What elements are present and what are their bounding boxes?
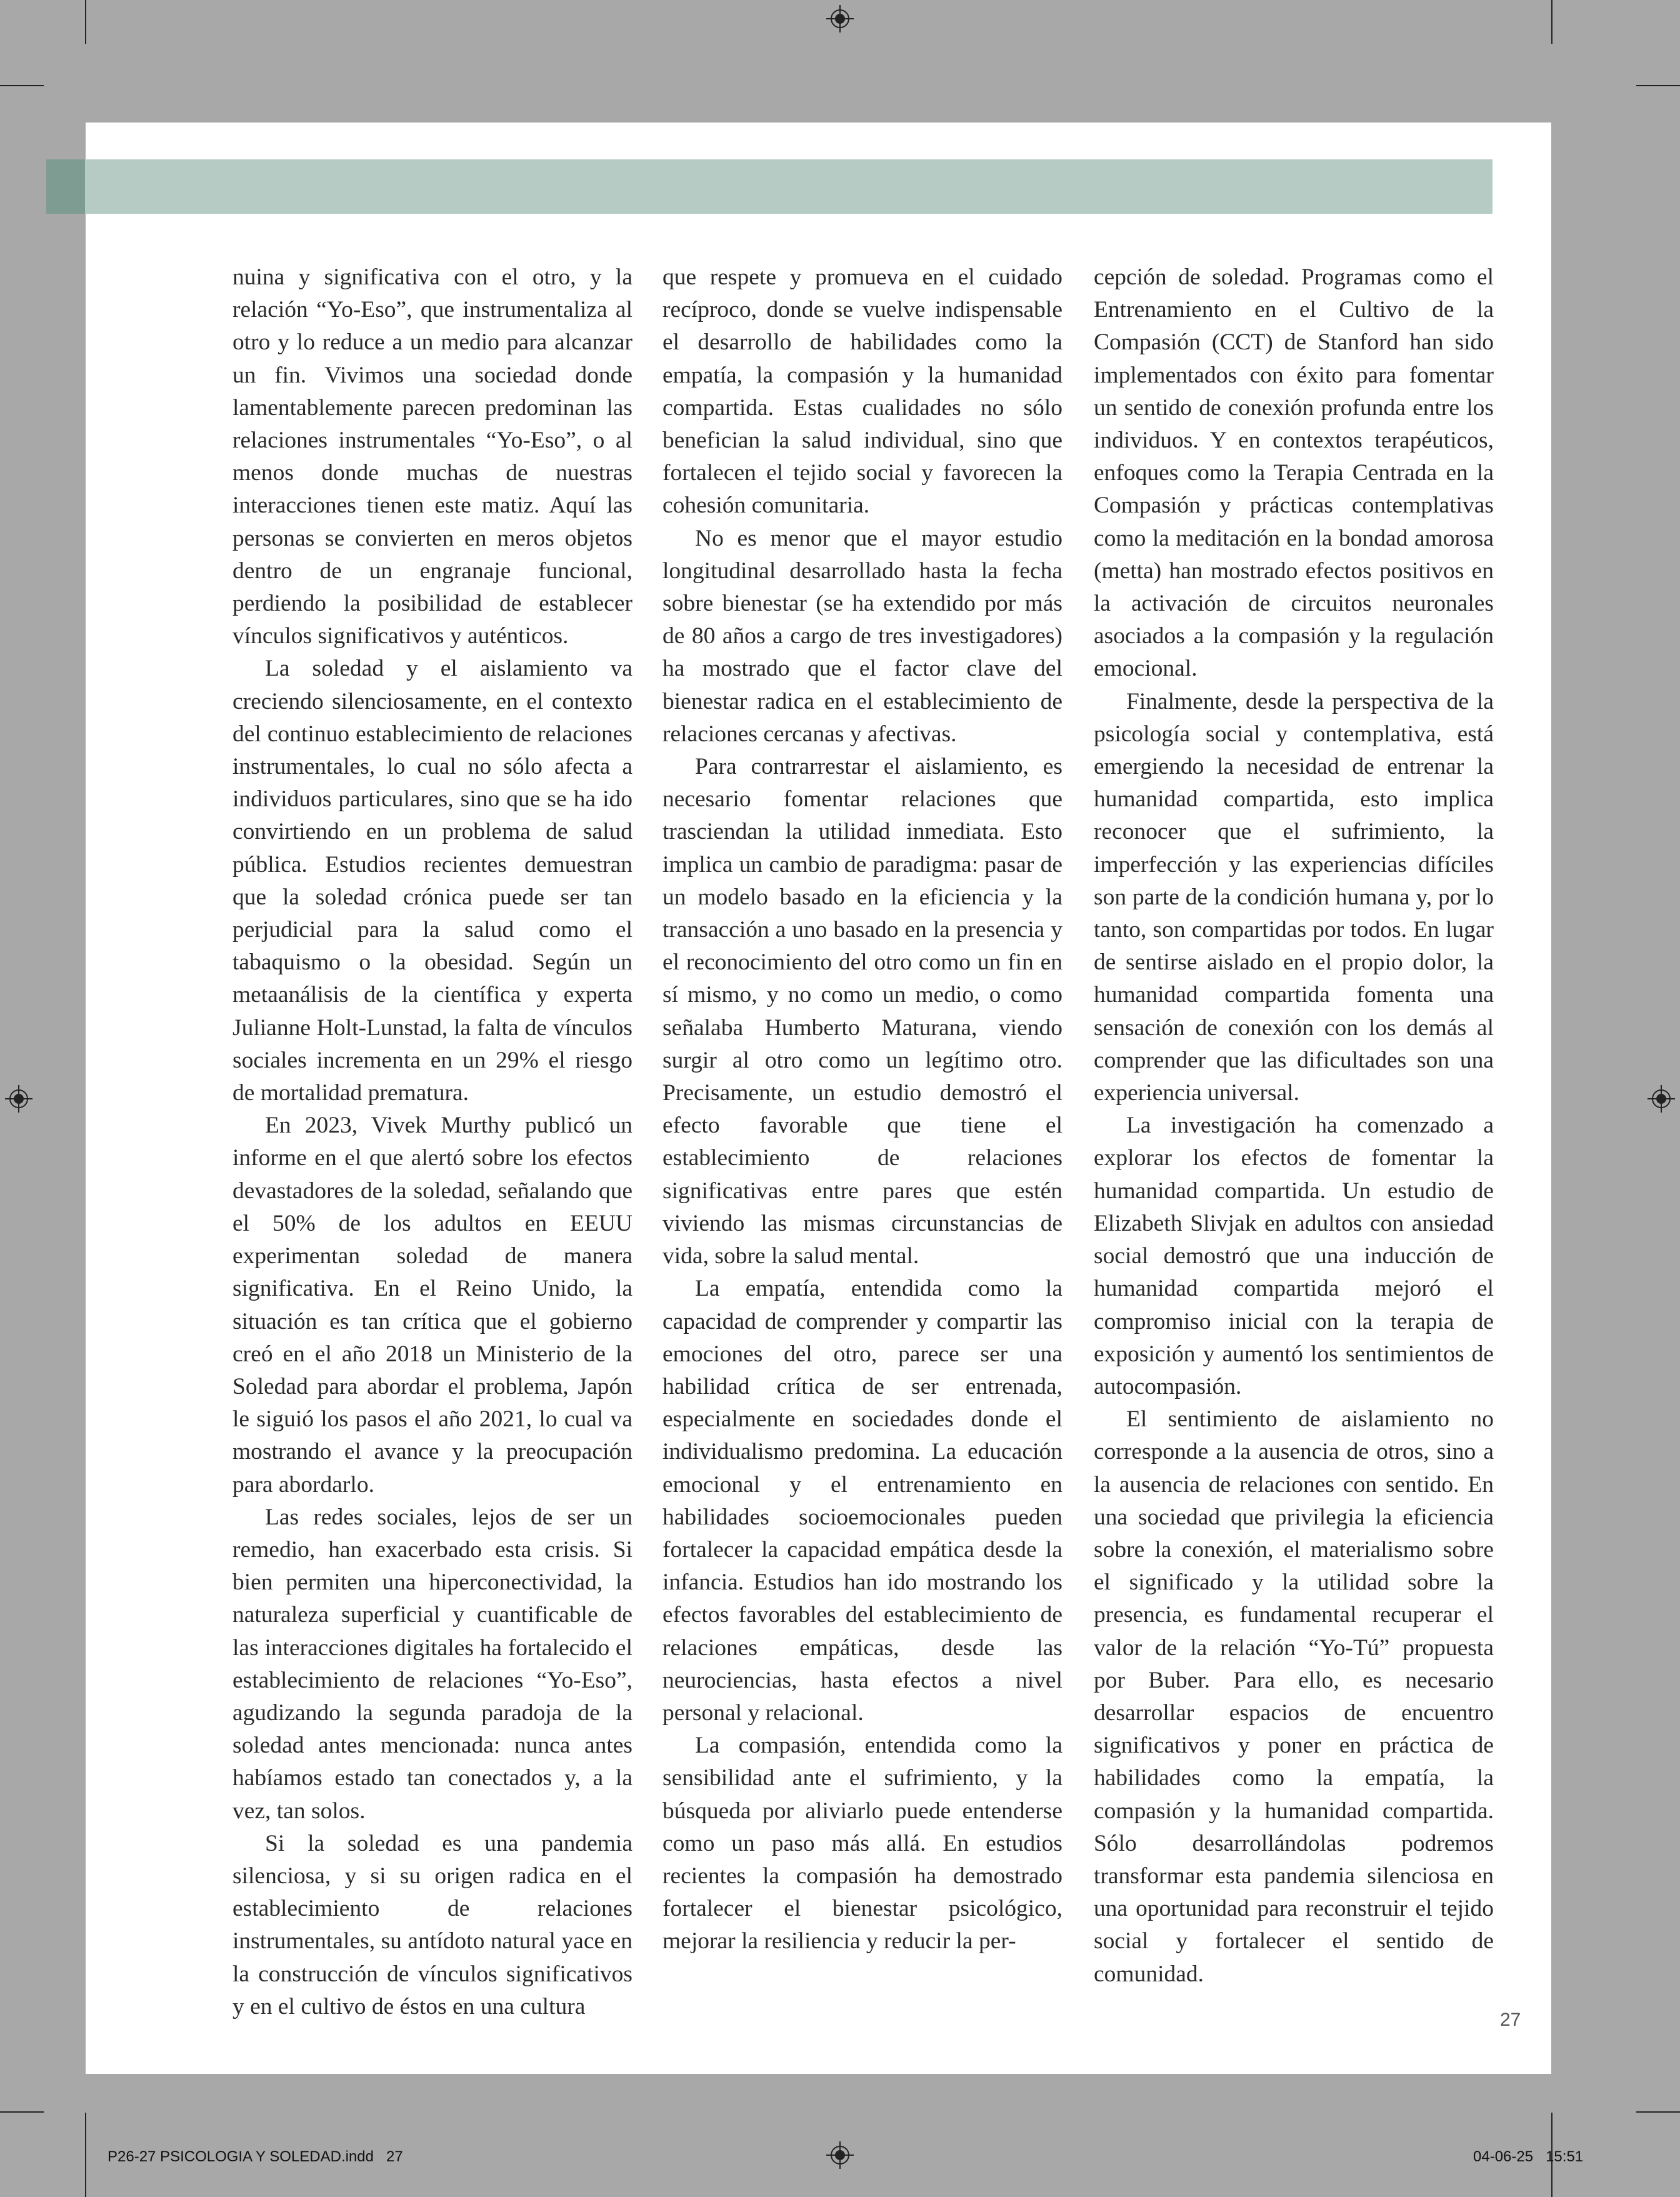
registration-mark-icon bbox=[826, 2141, 854, 2169]
slug-datetime: 04-06-25 15:51 bbox=[1473, 2148, 1584, 2165]
paragraph: En 2023, Vivek Murthy publicó un informe en el que alertó sobre los efectos devastadores de la soledad, señalando que el 50% de los adultos en EEUU experimentan soledad de manera significativa. En el Reino Unido, la situación es tan crítica que el gobierno creó en el año 2018 un Ministerio de la Soledad para abordar el problema, Japón le siguió los pasos el año 2021, lo cual va mostrando el avance y la preocupación para abordarlo. bbox=[232, 1113, 632, 1498]
paragraph: La empatía, entendida como la capacidad de comprender y compartir las emociones del otro, parece ser una habilidad crítica de ser entrenada, especialmente en sociedades donde el individualismo predomina. La educación emocional y el entrenamiento en habilidades socioemocionales pueden fortalecer la capacidad empática desde la infancia. Estudios han ido mostrando los efectos favorables del establecimiento de relaciones empáticas, desde las neurociencias, hasta efectos a nivel personal y relacional. bbox=[662, 1276, 1062, 1726]
paragraph: Para contrarrestar el aislamiento, es necesario fomentar relaciones que trasciendan la utilidad inmediata. Esto implica un cambio de paradigma: pasar de un modelo basado en la eficiencia y la transacción a uno basado en la presencia y el reconocimiento del otro como un fin en sí mismo, y no como un medio, o como señalaba Humberto Maturana, viendo surgir al otro como un legítimo otro. Precisamente, un estudio demostró el efecto favorable que tiene el establecimiento de relaciones significativas entre pares que estén viviendo las mismas circunstancias de vida, sobre la salud mental. bbox=[662, 754, 1062, 1269]
paragraph: que respete y promueva en el cuidado recíproco, donde se vuelve indispensable el desarrollo de habilidades como la empatía, la compasión y la humanidad compartida. Estas cualidades no sólo benefician la salud individual, sino que fortalecen el tejido social y favorecen la cohesión comunitaria. bbox=[662, 264, 1062, 519]
paragraph: Las redes sociales, lejos de ser un remedio, han exacerbado esta crisis. Si bien permiten una hiperconectividad, la naturaleza superficial y cuantificable de las interacciones digitales ha fortalecido el establecimiento de relaciones “Yo-Eso”, agudizando la segunda paradoja de la soledad antes mencionada: nunca antes habíamos estado tan conectados y, a la vez, tan solos. bbox=[232, 1504, 632, 1824]
page-number: 27 bbox=[1500, 2009, 1521, 2030]
header-color-band bbox=[46, 159, 1492, 214]
paragraph: Finalmente, desde la perspectiva de la psicología social y contemplativa, está emergiendo la necesidad de entrenar la humanidad compartida, esto implica reconocer que el sufrimiento, la imperfección y las experiencias difíciles son parte de la condición humana y, por lo tanto, son compartidas por todos. En lugar de sentirse aislado en el propio dolor, la humanidad compartida fomenta una sensación de conexión con los demás al comprender que las dificultades son una experiencia universal. bbox=[1094, 688, 1494, 1106]
text-column-1 bbox=[232, 261, 632, 2023]
text-column-3 bbox=[1094, 261, 1494, 1991]
paragraph: La compasión, entendida como la sensibilidad ante el sufrimiento, y la búsqueda por aliviarlo puede entenderse como un paso más allá. En estudios recientes la compasión ha demostrado fortalecer el bienestar psicológico, mejorar la resiliencia y reducir la per- bbox=[662, 1733, 1062, 1954]
registration-mark-icon bbox=[5, 1085, 32, 1113]
paragraph: nuina y significativa con el otro, y la relación “Yo-Eso”, que instrumentaliza al otro y lo reduce a un medio para alcanzar un fin. Vivimos una sociedad donde lamentablemente parecen predominan las relaciones instrumentales “Yo-Eso”, o al menos donde muchas de nuestras interacciones tienen este matiz. Aquí las personas se convierten en meros objetos dentro de un engranaje funcional, perdiendo la posibilidad de establecer vínculos significativos y auténticos. bbox=[232, 264, 632, 649]
crop-mark bbox=[1636, 85, 1680, 86]
slug-filename: P26-27 PSICOLOGIA Y SOLEDAD.indd 27 bbox=[108, 2148, 403, 2165]
paragraph: Si la soledad es una pandemia silenciosa, y si su origen radica en el establecimiento de relaciones instrumentales, su antídoto natural yace en la construcción de vínculos significativos y en el cultivo de éstos en una cultura bbox=[232, 1830, 632, 2019]
paragraph: La soledad y el aislamiento va creciendo silenciosamente, en el contexto del continuo establecimiento de relaciones instrumentales, lo cual no sólo afecta a individuos particulares, sino que se ha ido convirtiendo en un problema de salud pública. Estudios recientes demuestran que la soledad crónica puede ser tan perjudicial para la salud como el tabaquismo o la obesidad. Según un metaanálisis de la científica y experta Julianne Holt-Lunstad, la falta de vínculos sociales incrementa en un 29% el riesgo de mortalidad prematura. bbox=[232, 656, 632, 1106]
text-column-2 bbox=[662, 261, 1062, 1958]
header-band-edge bbox=[46, 159, 85, 214]
paragraph: cepción de soledad. Programas como el Entrenamiento en el Cultivo de la Compasión (CCT) de Stanford han sido implementados con éxito para fomentar un sentido de conexión profunda entre los individuos. Y en contextos terapéuticos, enfoques como la Terapia Centrada en la Compasión y prácticas contemplativas como la meditación en la bondad amorosa (metta) han mostrado efectos positivos en la activación de circuitos neuronales asociados a la compasión y la regulación emocional. bbox=[1094, 264, 1494, 682]
paragraph: No es menor que el mayor estudio longitudinal desarrollado hasta la fecha sobre bienestar (se ha extendido por más de 80 años a cargo de tres investigadores) ha mostrado que el factor clave del bienestar radica en el establecimiento de relaciones cercanas y afectivas. bbox=[662, 525, 1062, 747]
crop-mark bbox=[1636, 2111, 1680, 2113]
registration-mark-icon bbox=[1648, 1085, 1675, 1113]
crop-mark bbox=[0, 2111, 44, 2113]
crop-mark bbox=[0, 85, 44, 86]
registration-mark-icon bbox=[826, 5, 854, 33]
paragraph: La investigación ha comenzado a explorar los efectos de fomentar la humanidad compartida. Un estudio de Elizabeth Slivjak en adultos con ansiedad social demostró que una inducción de humanidad compartida mejoró el compromiso inicial con la terapia de exposición y aumentó los sentimientos de autocompasión. bbox=[1094, 1113, 1494, 1399]
crop-mark bbox=[85, 2113, 86, 2197]
paragraph: El sentimiento de aislamiento no corresponde a la ausencia de otros, sino a la ausencia de relaciones con sentido. En una sociedad que privilegia la eficiencia sobre la conexión, el materialismo sobre el significado y la utilidad sobre la presencia, es fundamental recuperar el valor de la relación “Yo-Tú” propuesta por Buber. Para ello, es necesario desarrollar espacios de encuentro significativos y poner en práctica de habilidades como la empatía, la compasión y la humanidad compartida. Sólo desarrollándolas podremos transformar esta pandemia silenciosa en una oportunidad para reconstruir el tejido social y fortalecer el sentido de comunidad. bbox=[1094, 1406, 1494, 1987]
crop-mark bbox=[85, 0, 86, 44]
crop-mark bbox=[1551, 0, 1552, 44]
